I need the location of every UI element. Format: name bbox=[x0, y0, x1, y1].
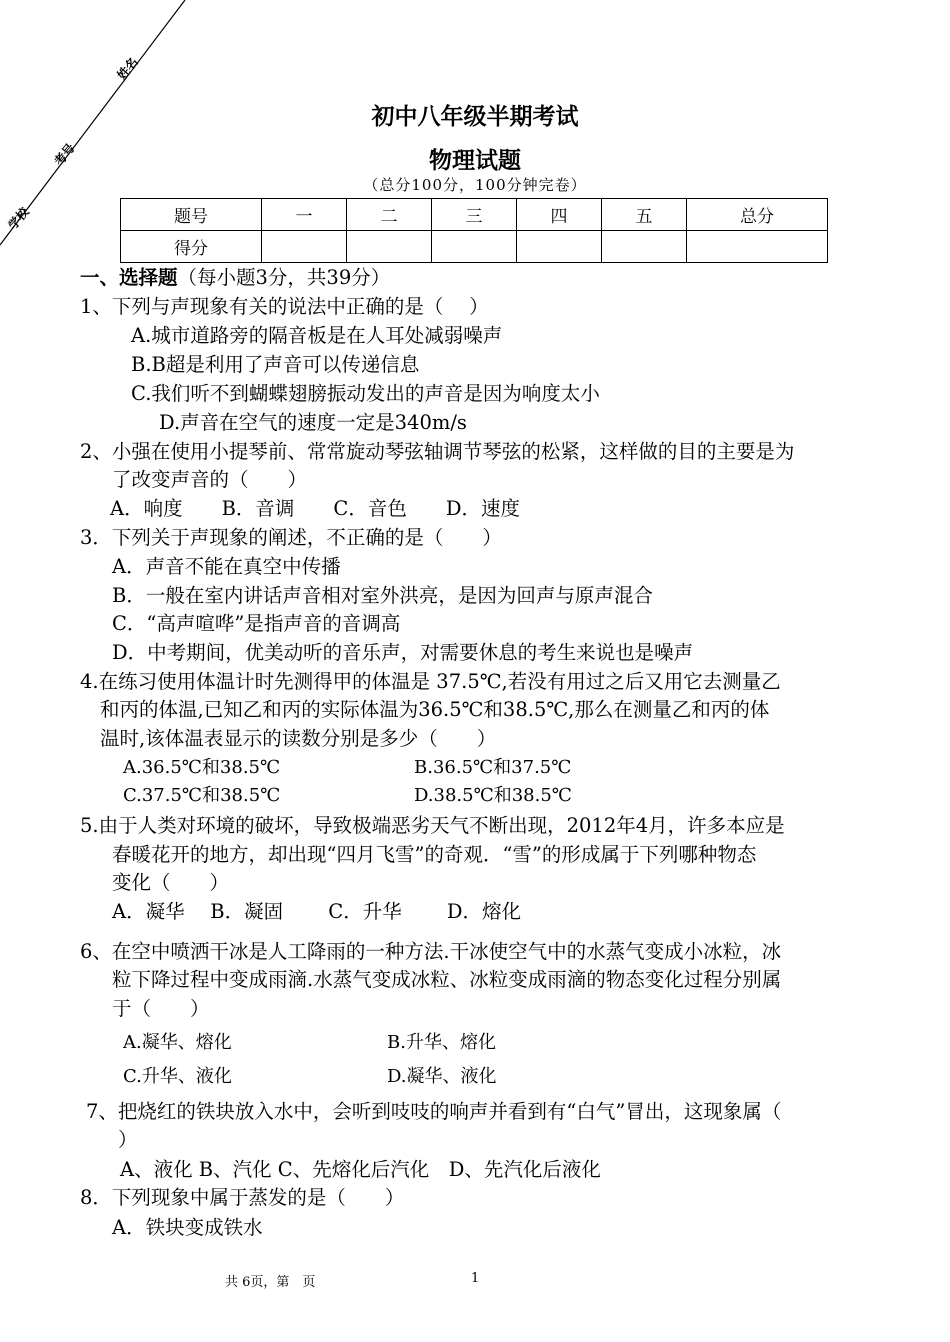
question-2-line: 了改变声音的（ ） bbox=[112, 468, 308, 491]
question-5-options: A．凝华 B．凝固 C．升华 D．熔化 bbox=[112, 900, 522, 923]
section-title: 一、选择题 bbox=[80, 266, 178, 289]
score-cell[interactable] bbox=[262, 231, 347, 263]
question-4-line: 温时,该体温表显示的读数分别是多少（ ） bbox=[100, 727, 497, 750]
question-3-option-c: C．“高声喧哗”是指声音的音调高 bbox=[112, 612, 401, 635]
question-5-line: 变化（ ） bbox=[112, 871, 230, 894]
question-4-option-d: D.38.5℃和38.5℃ bbox=[414, 785, 572, 806]
exam-note: （总分100分，100分钟完卷） bbox=[363, 176, 587, 194]
section-note: （每小题3分，共39分） bbox=[177, 266, 391, 289]
question-2-options: A．响度 B．音调 C．音色 D．速度 bbox=[110, 497, 520, 520]
question-6-option-b: B.升华、熔化 bbox=[387, 1032, 496, 1053]
question-4-option-c: C.37.5℃和38.5℃ bbox=[123, 785, 281, 806]
score-cell[interactable] bbox=[602, 231, 687, 263]
score-header-cell: 二 bbox=[347, 199, 432, 231]
score-header-cell: 五 bbox=[602, 199, 687, 231]
question-7-options: A、液化 B、汽化 C、先熔化后汽化 D、先汽化后液化 bbox=[120, 1158, 601, 1181]
question-4-line: 4.在练习使用体温计时先测得甲的体温是 37.5℃,若没有用过之后又用它去测量乙 bbox=[80, 670, 781, 693]
question-3-option-d: D．中考期间，优美动听的音乐声，对需要休息的考生来说也是噪声 bbox=[112, 641, 694, 664]
question-6-option-a: A.凝华、熔化 bbox=[123, 1032, 232, 1053]
score-table-score-row bbox=[121, 231, 828, 263]
binding-school-label: 学校 bbox=[5, 204, 32, 233]
question-3-option-b: B．一般在室内讲话声音相对室外洪亮，是因为回声与原声混合 bbox=[112, 584, 653, 607]
question-6-option-c: C.升华、液化 bbox=[123, 1066, 232, 1087]
score-header-cell: 三 bbox=[432, 199, 517, 231]
question-4-option-b: B.36.5℃和37.5℃ bbox=[414, 757, 572, 778]
score-cell[interactable] bbox=[687, 231, 828, 263]
question-6-line: 6、在空中喷洒干冰是人工降雨的一种方法.干冰使空气中的水蒸气变成小冰粒，冰 bbox=[80, 940, 782, 963]
question-1-option-c: C.我们听不到蝴蝶翅膀振动发出的声音是因为响度太小 bbox=[131, 382, 600, 405]
question-4-option-a: A.36.5℃和38.5℃ bbox=[123, 757, 281, 778]
score-cell[interactable] bbox=[347, 231, 432, 263]
question-3-stem: 3．下列关于声现象的阐述，不正确的是（ ） bbox=[80, 526, 502, 549]
question-2-line: 2、小强在使用小提琴前、常常旋动琴弦轴调节琴弦的松紧，这样做的目的主要是为 bbox=[80, 440, 795, 463]
question-7-line: 7、把烧红的铁块放入水中，会听到吱吱的响声并看到有“白气”冒出，这现象属（ bbox=[86, 1100, 782, 1123]
score-row-label: 得分 bbox=[121, 231, 262, 263]
question-5-line: 春暖花开的地方，却出现“四月飞雪”的奇观．“雪”的形成属于下列哪种物态 bbox=[112, 843, 757, 866]
question-6-line: 粒下降过程中变成雨滴.水蒸气变成冰粒、冰粒变成雨滴的物态变化过程分别属 bbox=[112, 968, 782, 991]
score-table-header-row bbox=[121, 199, 828, 231]
binding-exam-no-label: 考号 bbox=[51, 140, 78, 169]
question-6-option-d: D.凝华、液化 bbox=[387, 1066, 497, 1087]
score-header-cell: 总分 bbox=[687, 199, 828, 231]
question-1-option-d: D.声音在空气的速度一定是340m/s bbox=[159, 411, 467, 434]
binding-name-label: 姓名 bbox=[114, 54, 141, 83]
question-5-line: 5.由于人类对环境的破坏，导致极端恶劣天气不断出现，2012年4月，许多本应是 bbox=[80, 814, 785, 837]
footer-page-number: 1 bbox=[471, 1271, 480, 1286]
score-header-cell: 一 bbox=[262, 199, 347, 231]
score-table bbox=[120, 198, 828, 263]
question-8-option-a: A．铁块变成铁水 bbox=[112, 1216, 263, 1239]
question-8-stem: 8．下列现象中属于蒸发的是（ ） bbox=[80, 1186, 405, 1209]
question-1-stem: 1、下列与声现象有关的说法中正确的是（ ） bbox=[80, 295, 489, 318]
exam-title: 初中八年级半期考试 bbox=[371, 104, 579, 130]
question-1-option-b: B.B超是利用了声音可以传递信息 bbox=[131, 353, 420, 376]
question-6-line: 于（ ） bbox=[112, 997, 210, 1020]
question-4-line: 和丙的体温,已知乙和丙的实际体温为36.5℃和38.5℃,那么在测量乙和丙的体 bbox=[100, 698, 770, 721]
score-header-cell: 题号 bbox=[121, 199, 262, 231]
score-header-cell: 四 bbox=[517, 199, 602, 231]
question-3-option-a: A．声音不能在真空中传播 bbox=[112, 555, 341, 578]
question-1-option-a: A.城市道路旁的隔音板是在人耳处减弱噪声 bbox=[131, 324, 503, 347]
section-heading bbox=[80, 268, 390, 288]
question-7-line: ） bbox=[118, 1128, 138, 1151]
footer-page-info: 共 6页，第 页 bbox=[225, 1275, 316, 1290]
exam-subtitle: 物理试题 bbox=[429, 148, 521, 174]
score-cell[interactable] bbox=[432, 231, 517, 263]
score-cell[interactable] bbox=[517, 231, 602, 263]
